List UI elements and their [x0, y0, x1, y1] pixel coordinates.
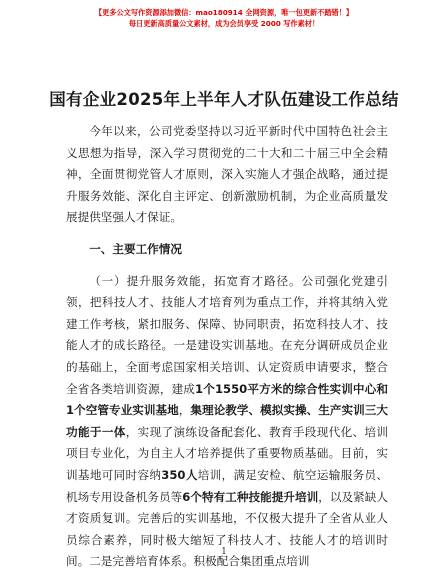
section-heading: 一、主要工作情况 [89, 241, 182, 256]
bold-highlight: 350人 [161, 467, 198, 482]
section-paragraph [66, 271, 388, 573]
page-number: 1 [221, 547, 227, 557]
bold-highlight: 6个特有工种技能提升培训 [182, 489, 319, 504]
bold-highlight: 1个1550平方米的综合性实训中心和1个空管专业实训基地 [66, 381, 388, 418]
paragraph-text: ，实现了演练设备配套化、教育手段现代化、培训项目专业化，为自主人才培养提供了重要物质基础。目前，实训基地可同时容纳 [66, 424, 388, 482]
bold-highlight: 集理论教学、模拟实操、生产实训三大功能于一体 [66, 403, 388, 439]
paragraph-text: 培训，满足安检、航空运输服务员、机场专用设备机务员等 [66, 467, 388, 504]
document-title: 国有企业2025年上半年人才队伍建设工作总结 [49, 90, 399, 109]
paragraph-text: ，以及紧缺人才资质复训。完善后的实训基地，不仅极大提升了全省从业人员综合素养，同时极大缩短了科技人才、技能人才的培训时间。二是完善培育体系。积极配合集团重点培训 [66, 489, 388, 569]
intro-paragraph: 今年以来，公司党委坚持以习近平新时代中国特色社会主义思想为指导，深入学习贯彻党的二十大和二十届三中全会精神，全面贯彻党管人才原则，深入实施人才强企战略，通过提升服务效能、深化自主评定、创新激励机制，为企业高质量发展提供坚强人才保证。 [66, 124, 388, 225]
paragraph-text: ， [178, 403, 191, 418]
document-body [66, 121, 388, 573]
promo-banner-line-2: 每日更新高质量公文素材，成为会员享受 2000 写作素材！ [128, 19, 320, 28]
paragraph-text: （一）提升服务效能，拓宽育才路径。公司强化党建引领，把科技人才、技能人才培育列为重点工作，并将其纳入党建工作考核，紧扣服务、保障、协同职责，拓宽科技人才、技能人才的成长路径。一是建设实训基地。在充分调研成员企业的基础上，全面考虑国家相关培训、认定资质申请要求，整合全省各类培训资源，建成 [66, 273, 388, 396]
promo-banner [0, 7, 448, 29]
promo-banner-line-1: 【更多公文写作资源添加微信：mao180914 全网资源，唯一包更新不踏错！】 [94, 8, 354, 17]
